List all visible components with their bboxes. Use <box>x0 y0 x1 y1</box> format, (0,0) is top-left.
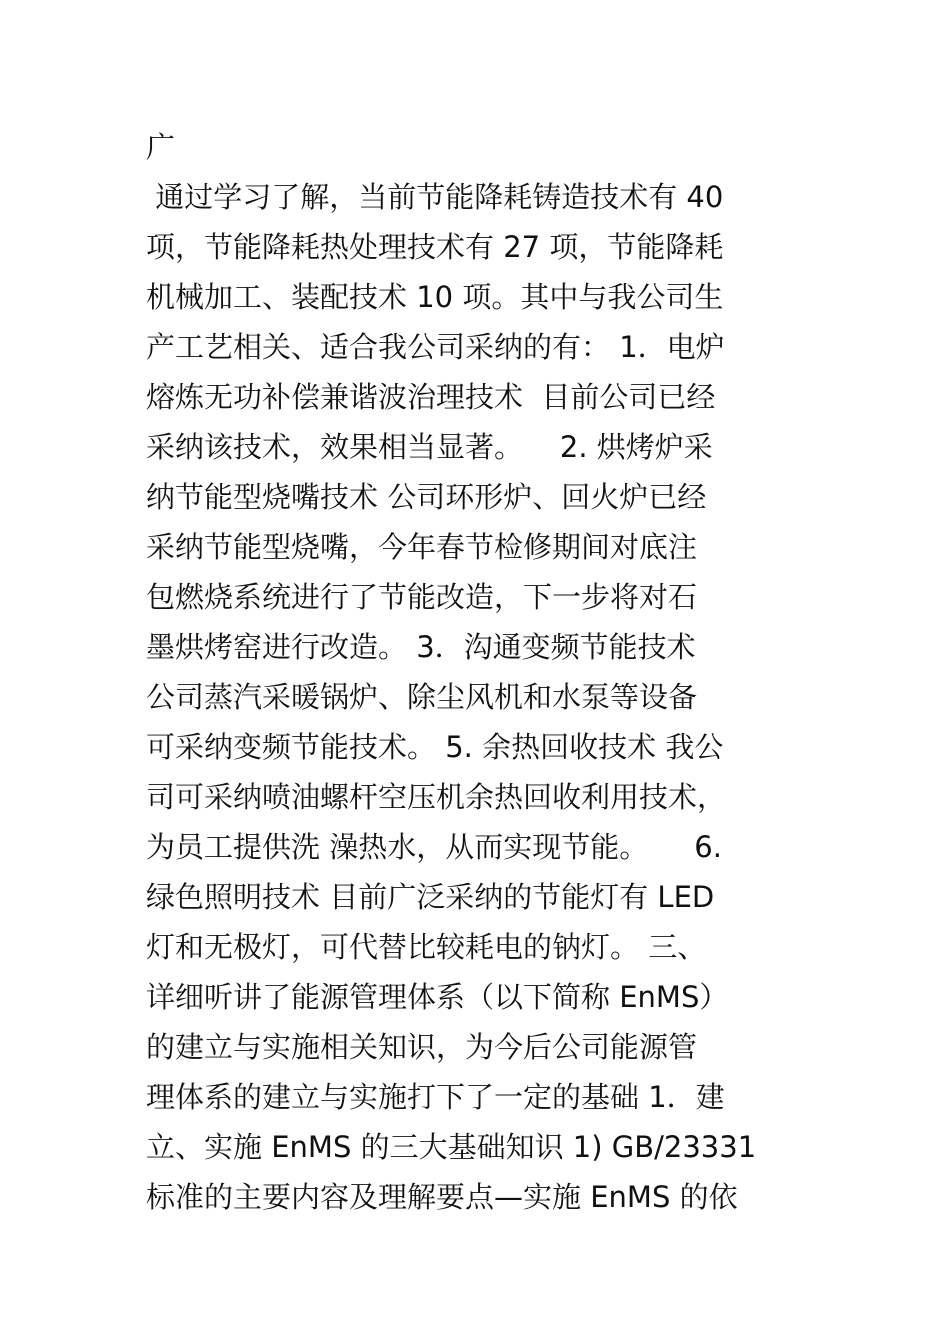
text-line: 立、实施 EnMS 的三大基础知识 1) GB/23331 <box>146 1130 757 1164</box>
text-line: 可采纳变频节能技术。 5. 余热回收技术 我公 <box>146 730 724 764</box>
text-line: 熔炼无功补偿兼谐波治理技术 目前公司已经 <box>146 380 716 414</box>
text-line: 理体系的建立与实施打下了一定的基础 1．建 <box>146 1080 725 1114</box>
text-line: 采纳该技术，效果相当显著。 2. 烘烤炉采 <box>146 430 713 464</box>
text-line: 为员工提供洗 澡热水，从而实现节能。 6. <box>146 830 722 864</box>
text-line: 项，节能降耗热处理技术有 27 项，节能降耗 <box>146 230 724 264</box>
text-line: 绿色照明技术 目前广泛采纳的节能灯有 LED <box>146 880 715 914</box>
text-line: 墨烘烤窑进行改造。 3．沟通变频节能技术 <box>146 630 696 664</box>
text-line: 公司蒸汽采暖锅炉、除尘风机和水泵等设备 <box>146 680 698 714</box>
text-line: 广 <box>146 130 176 164</box>
text-line: 采纳节能型烧嘴，今年春节检修期间对底注 <box>146 530 698 564</box>
body-text <box>146 122 826 1222</box>
text-line: 详细听讲了能源管理体系（以下简称 EnMS） <box>146 980 729 1014</box>
text-line: 机械加工、装配技术 10 项。其中与我公司生 <box>146 280 724 314</box>
text-line: 产工艺相关、适合我公司采纳的有： 1．电炉 <box>146 330 725 364</box>
text-line: 包燃烧系统进行了节能改造，下一步将对石 <box>146 580 698 614</box>
text-line: 司可采纳喷油螺杆空压机余热回收利用技术， <box>146 780 727 814</box>
text-line: 标准的主要内容及理解要点—实施 EnMS 的依 <box>146 1180 738 1214</box>
text-line: 纳节能型烧嘴技术 公司环形炉、回火炉已经 <box>146 480 707 514</box>
text-line: 灯和无极灯，可代替比较耗电的钠灯。 三、 <box>146 930 707 964</box>
text-line: 的建立与实施相关知识，为今后公司能源管 <box>146 1030 698 1064</box>
text-line: 通过学习了解，当前节能降耗铸造技术有 40 <box>146 180 724 214</box>
